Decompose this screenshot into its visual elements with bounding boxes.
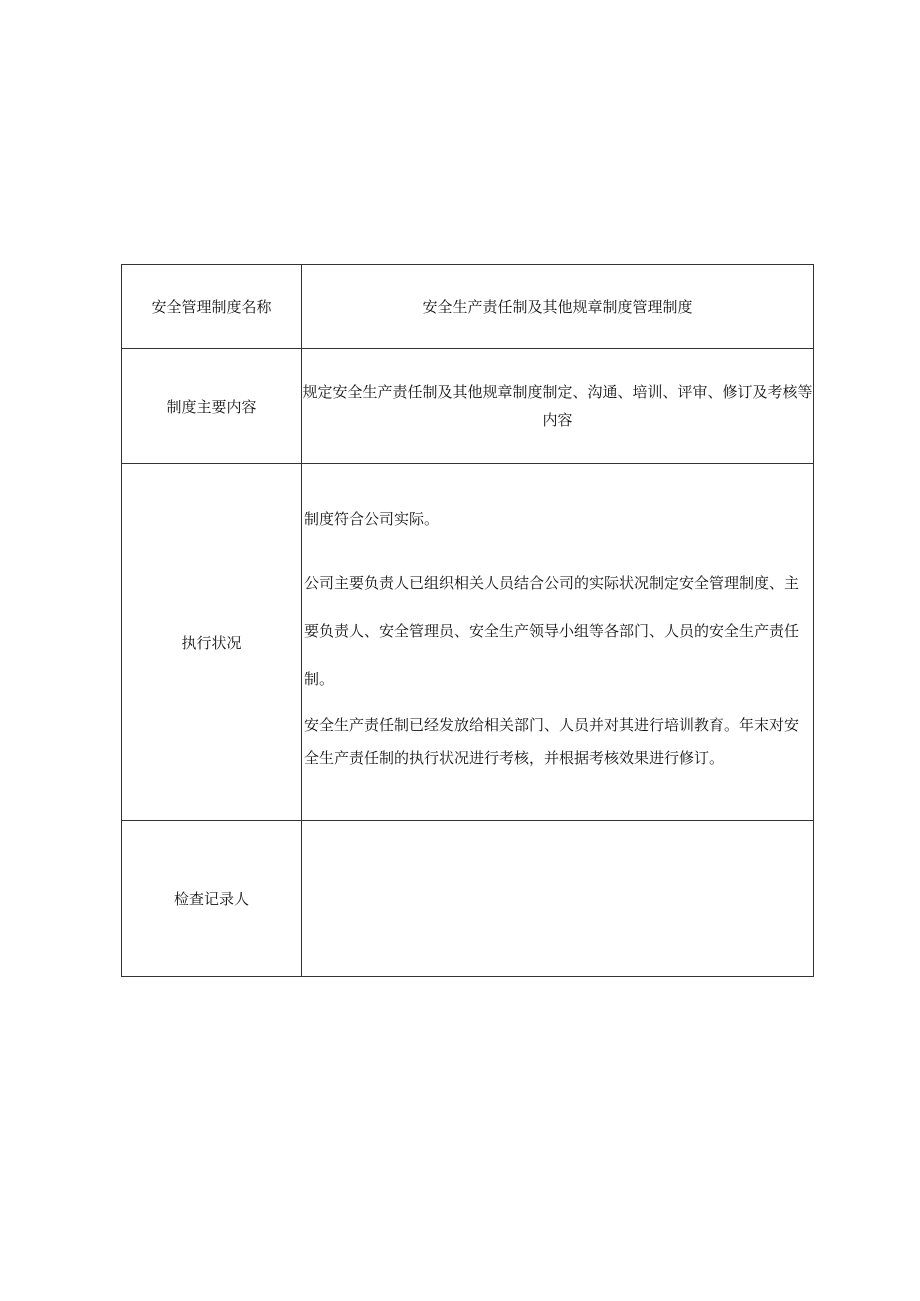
execution-paragraph-2: 公司主要负责人已组织相关人员结合公司的实际状况制定安全管理制度、主要负责人、安全管理员、安全生产领导小组等各部门、人员的安全生产责任制。 xyxy=(304,574,800,688)
table-row-regulation-name xyxy=(122,265,814,349)
value-inspector[interactable] xyxy=(302,821,814,977)
table-row-inspector xyxy=(122,821,814,977)
value-execution-status xyxy=(302,464,814,821)
safety-regulation-table xyxy=(121,264,814,977)
label-main-content: 制度主要内容 xyxy=(122,349,302,464)
label-execution-status: 执行状况 xyxy=(122,464,302,821)
table-row-execution-status xyxy=(122,464,814,821)
value-regulation-name: 安全生产责任制及其他规章制度管理制度 xyxy=(302,265,814,349)
label-inspector: 检查记录人 xyxy=(122,821,302,977)
execution-paragraph-1: 制度符合公司实际。 xyxy=(304,510,440,528)
value-main-content: 规定安全生产责任制及其他规章制度制定、沟通、培训、评审、修订及考核等内容 xyxy=(302,349,814,464)
label-regulation-name: 安全管理制度名称 xyxy=(122,265,302,349)
execution-paragraph-3: 安全生产责任制已经发放给相关部门、人员并对其进行培训教育。年末对安全生产责任制的执行状况进行考核，并根据考核效果进行修订。 xyxy=(304,716,800,767)
table-row-main-content xyxy=(122,349,814,464)
